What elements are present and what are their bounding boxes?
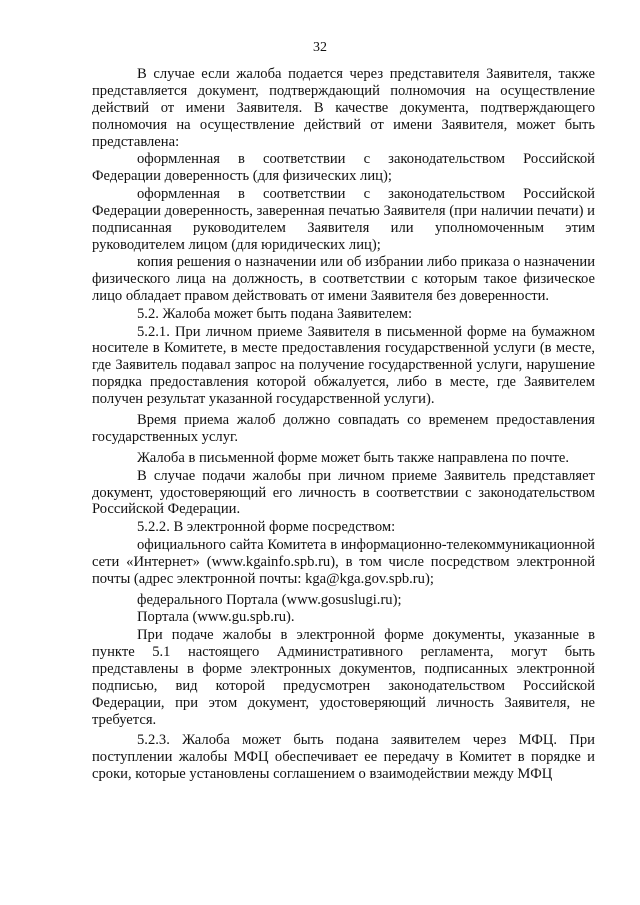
paragraph-5-2-1: 5.2.1. При личном приеме Заявителя в письменной форме на бумажном носителе в Комитете, в месте предоставления государственной услуги (в месте, где Заявитель подавал запрос на получение государственной услуги, нарушение порядка предоставления которой обжалуется, либо в месте, где Заявителем получен результат указанной государственной услуги).: [92, 323, 595, 408]
document-body: [92, 66, 595, 784]
paragraph-by-mail: Жалоба в письменной форме может быть также направлена по почте.: [137, 449, 570, 466]
paragraph-reception-time: Время приема жалоб должно совпадать со временем предоставления государственных услуг.: [92, 412, 595, 446]
paragraph-power-of-attorney-individuals: оформленная в соответствии с законодательством Российской Федерации доверенность (для физических лиц);: [92, 151, 595, 185]
paragraph-5-2-3: 5.2.3. Жалоба может быть подана заявителем через МФЦ. При поступлении жалобы МФЦ обеспечивает ее передачу в Комитет в порядке и сроки, которые установлены соглашением о взаимодействии между МФЦ: [92, 732, 595, 783]
paragraph-electronic-documents: При подаче жалобы в электронной форме документы, указанные в пункте 5.1 настоящего Административного регламента, могут быть представлены в форме электронных документов, подписанных электронной подписью, вид которой предусмотрен законодательством Российской Федерации, при этом документ, удостоверяющий личность Заявителя, не требуется.: [92, 626, 595, 728]
page-number: 32: [313, 40, 327, 55]
paragraph-official-site: официального сайта Комитета в информационно-телекоммуникационной сети «Интернет» (www.kgainfo.spb.ru), в том числе посредством электронной почты (адрес электронной почты: kga@kga.gov.spb.ru);: [92, 536, 595, 587]
paragraph-federal-portal: федерального Портала (www.gosuslugi.ru);: [137, 591, 402, 608]
paragraph-5-2-2: 5.2.2. В электронной форме посредством:: [137, 519, 396, 536]
paragraph-identity-document: В случае подачи жалобы при личном приеме Заявитель представляет документ, удостоверяющий его личность в соответствии с законодательством Российской Федерации.: [92, 467, 595, 518]
paragraph-5-2: 5.2. Жалоба может быть подана Заявителем:: [137, 305, 413, 322]
paragraph-power-of-attorney-legal-entities: оформленная в соответствии с законодательством Российской Федерации доверенность, заверенная печатью Заявителя (при наличии печати) и подписанная руководителем Заявителя или уполномоченным этим руководителем лицом (для юридических лиц);: [92, 185, 595, 253]
paragraph-portal: Портала (www.gu.spb.ru).: [137, 609, 295, 626]
paragraph-appointment-decision: копия решения о назначении или об избрании либо приказа о назначении физического лица на должность, в соответствии с которым такое физическое лицо обладает правом действовать от имени Заявителя без доверенности.: [92, 254, 595, 305]
paragraph-representative-document: В случае если жалоба подается через представителя Заявителя, также представляется документ, подтверждающий полномочия на осуществление действий от имени Заявителя. В качестве документа, подтверждающего полномочия на осуществление действий от имени Заявителя, может быть представлена:: [92, 66, 595, 150]
